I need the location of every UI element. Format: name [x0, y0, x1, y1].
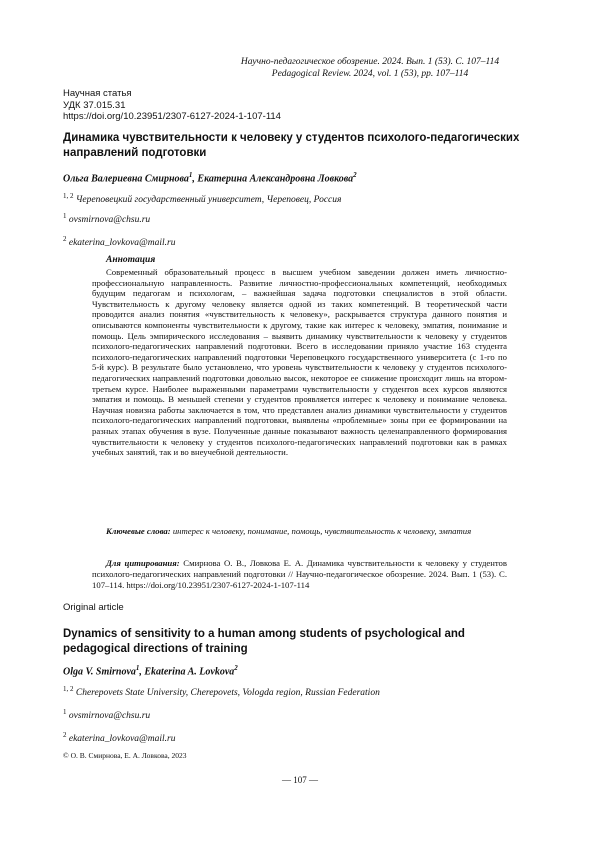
- article-meta: [63, 88, 281, 123]
- citation-block: [92, 558, 507, 591]
- email-en-1: [63, 708, 150, 721]
- article-title-ru: Динамика чувствительности к человеку у студентов психолого-педагогических направлений подготовки: [63, 132, 520, 159]
- affiliation-text: Череповецкий государственный университет, Череповец, Россия: [75, 195, 342, 206]
- email-sup: 1: [63, 212, 67, 220]
- email-en-2: [63, 731, 176, 744]
- authors-en: Olga V. Smirnova$^1$, Ekaterina A. Lovkova$^2$: [63, 664, 238, 678]
- email-link[interactable]: ovsmirnova@chsu.ru: [68, 215, 151, 226]
- keywords-label: Ключевые слова:: [106, 526, 171, 536]
- email-ru-2: [63, 235, 176, 248]
- author-name: Olga V. Smirnova: [63, 666, 136, 678]
- author-affil-sup: 2: [234, 664, 238, 672]
- authors-ru: Ольга Валериевна Смирнова$^1$, Екатерина Александровна Ловкова$^2$: [63, 171, 357, 185]
- affil-sup: 1, 2: [63, 192, 74, 200]
- affiliation-text: Cherepovets State University, Cherepovets, Vologda region, Russian Federation: [75, 688, 380, 699]
- article-type: Научная статья: [63, 88, 132, 99]
- page-number: — 107 —: [282, 775, 318, 785]
- copyright-notice: © О. В. Смирнова, Е. А. Ловкова, 2023: [63, 751, 187, 760]
- email-sup: 2: [63, 235, 67, 243]
- email-ru-1: [63, 212, 150, 225]
- author-name: Ekaterina A. Lovkova: [144, 666, 235, 678]
- abstract-body: Современный образовательный процесс в высшем учебном заведении должен иметь личностно-профессиональную направленность. Развитие личностно-профессиональных компетенций, необходимых будущим педагогам и психологам, – важнейшая задача подготовки специалистов в этой области. Чувствительность к другому человеку является одной из таких компетенций. В теоретической части проводится анализ понятия «чувствительность к человеку», раскрывается структура данного понятия и описываются компоненты чувствительности к другому, такие как интерес к человеку, эмпатия, понимание и помощь. Цель эмпирического исследования – выявить динамику чувствительности к человеку у студентов психолого-педагогических направлений подготовки. Всего в исследовании приняло участие 163 студента психолого-педагогических направлений подготовки Череповецкого государственного университета (с 1-го по 5-й курс). В результате было установлено, что уровень чувствительности к человеку у студентов психолого-педагогических направлений подготовки довольно высок, некоторое ее снижение происходит лишь на втором-третьем курсе. Наиболее выраженными параметрами чувствительности у студентов всех курсов являются эмпатия и помощь. В меньшей степени у студентов проявляется интерес к человеку и понимание человека. Научная новизна работы заключается в том, что представлен анализ динамики чувствительности у студентов психолого-педагогических направлений подготовки, выявлены «проблемные» зоны при ее формировании на разных этапах обучения в вузе. Полученные данные показывают важность целенаправленного формирования чувствительности к человеку у студентов психолого-педагогических направлений подготовки как в рамках учебных занятий, так и во внеучебной деятельности.: [92, 267, 507, 458]
- citation-text: Смирнова О. В., Ловкова Е. А. Динамика чувствительности к человеку у студентов психолого-педагогических направлений подготовки // Научно-педагогическое обозрение. 2024. Вып. 1 (53). С. 107–114. https://doi.org/10.23951/2307-6127-2024-1-107-114: [92, 558, 507, 590]
- email-link[interactable]: ekaterina_lovkova@mail.ru: [68, 238, 176, 249]
- affiliation-ru: [63, 192, 341, 205]
- affil-sup: 1, 2: [63, 685, 74, 693]
- affiliation-en: [63, 685, 380, 698]
- author-name: Екатерина Александровна Ловкова: [197, 173, 354, 185]
- journal-header: [0, 56, 600, 80]
- citation-label: Для цитирования:: [106, 558, 180, 568]
- keywords-text: интерес к человеку, понимание, помощь, чувствительность к человеку, эмпатия: [172, 526, 472, 536]
- keywords-block: [92, 526, 507, 537]
- author-affil-sup: 2: [353, 171, 357, 179]
- email-sup: 1: [63, 708, 67, 716]
- email-sup: 2: [63, 731, 67, 739]
- article-title-en: Dynamics of sensitivity to a human among students of psychological and pedagogical directions of training: [63, 628, 465, 655]
- email-link[interactable]: ekaterina_lovkova@mail.ru: [68, 734, 176, 745]
- article-type-en: Original article: [63, 602, 124, 613]
- journal-header-en: Pedagogical Review. 2024, vol. 1 (53), pp. 107–114: [271, 69, 469, 79]
- udk-code: УДК 37.015.31: [63, 99, 126, 111]
- abstract-heading: Аннотация: [106, 255, 156, 265]
- journal-header-ru: Научно-педагогическое обозрение. 2024. Вып. 1 (53). С. 107–114: [240, 57, 500, 67]
- doi-link[interactable]: https://doi.org/10.23951/2307-6127-2024-1-107-114: [63, 111, 281, 122]
- author-name: Ольга Валериевна Смирнова: [63, 173, 189, 185]
- email-link[interactable]: ovsmirnova@chsu.ru: [68, 711, 151, 722]
- author-affil-sup: 1: [188, 171, 193, 179]
- author-affil-sup: 1: [135, 664, 140, 672]
